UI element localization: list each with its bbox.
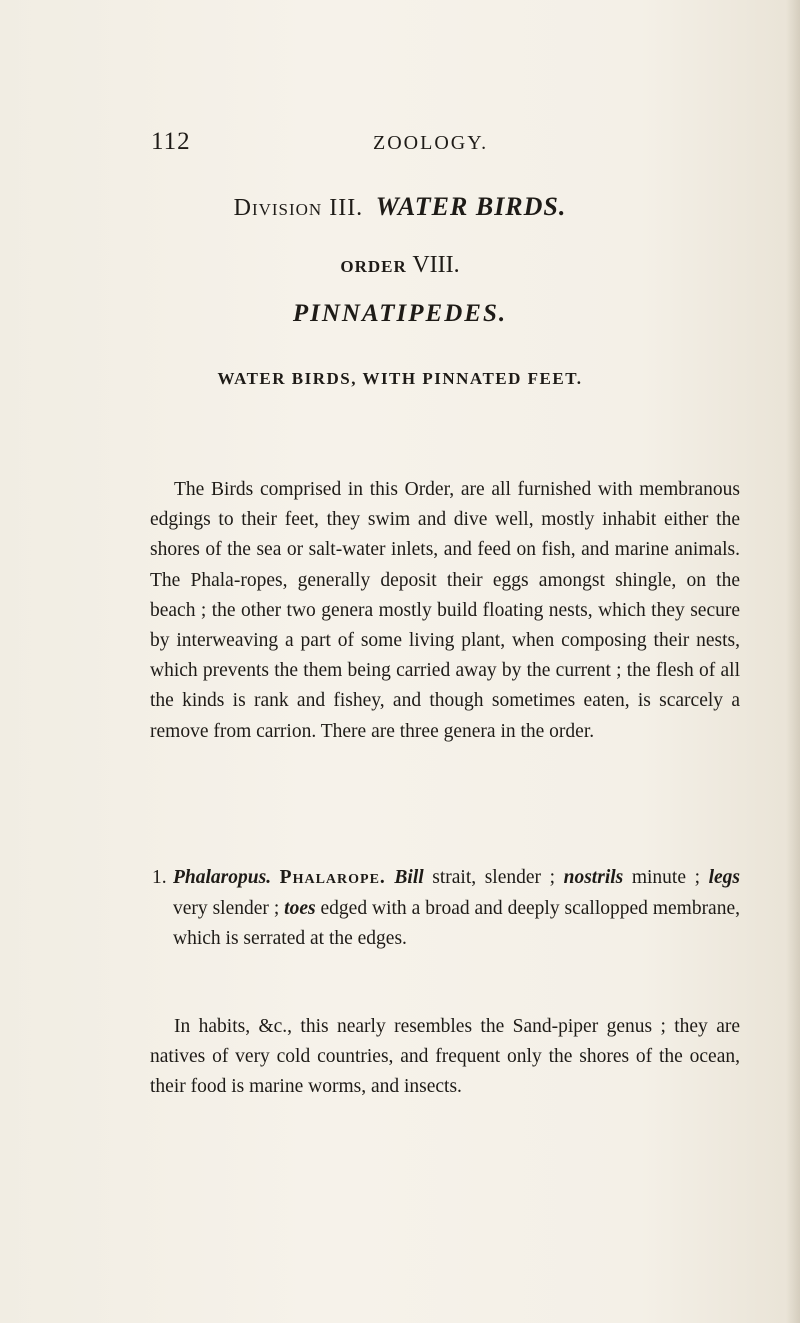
bill-text: strait, slender ; [432, 867, 556, 888]
toes-label: toes [284, 897, 316, 919]
genus-number: 1. [152, 867, 167, 888]
page-header [151, 128, 751, 168]
legs-label: legs [708, 867, 741, 888]
order-subtitle: WATER BIRDS, WITH PINNATED FEET. [217, 369, 583, 388]
genus-entry [152, 863, 740, 955]
genus-description [152, 863, 740, 955]
page-number: 112 [151, 128, 191, 155]
genus-latin-name: Phalaropus. [173, 867, 272, 888]
nostrils-label: nostrils [563, 867, 624, 888]
division-title: WATER BIRDS. [375, 192, 567, 221]
order-heading [0, 252, 800, 279]
division-label: Division III. [233, 195, 364, 221]
order-label: ORDER [340, 257, 407, 276]
nostrils-text: minute ; [631, 867, 701, 888]
bill-label: Bill [394, 867, 424, 888]
habits-paragraph: In habits, &c., this nearly resembles the Sand-piper genus ; they are natives of very cold countries, and frequent only the shores of the ocean, their food is marine worms, and insects. [150, 1016, 740, 1098]
order-name: PINNATIPEDES. [292, 300, 508, 327]
intro-paragraph: The Birds comprised in this Order, are all furnished with membranous edgings to their feet, they swim and dive well, mostly inhabit either the shores of the sea or salt-water inlets, and feed on fish, and marine animals. The Phala-ropes, generally deposit their eggs amongst shingle, on the beach ; the other two genera mostly build floating nests, which they secure by interweaving a part of some living plant, when composing their nests, which prevents the them being carried away by the current ; the flesh of all the kinds is rank and fishey, and though sometimes eaten, is scarcely a remove from carrion. There are three genera in the order. [150, 479, 740, 742]
toes-text: edged with a broad and deeply scallopped membrane, which is serrated at the edges. [173, 897, 740, 949]
legs-text: very slender ; [173, 897, 280, 919]
genus-common-name: Phalarope. [279, 867, 386, 888]
division-heading [0, 192, 800, 222]
running-head: ZOOLOGY. [373, 132, 489, 154]
order-numeral: VIII. [412, 252, 460, 278]
